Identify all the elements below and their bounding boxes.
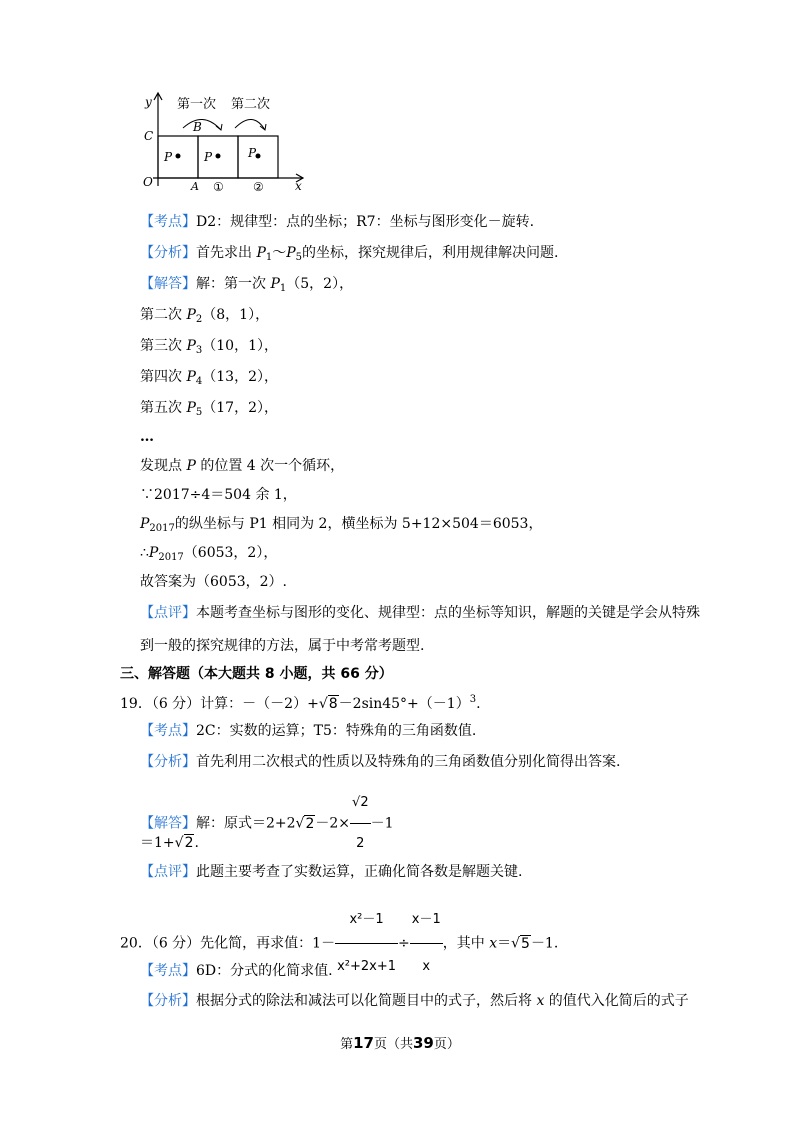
question-text: 19．（6 分）计算：－（－2）+ bbox=[120, 696, 319, 712]
line-text: （10，1）， bbox=[202, 338, 278, 354]
subscript: 1 bbox=[265, 252, 273, 263]
subscript: 3 bbox=[195, 345, 203, 356]
line-text: （13，2）， bbox=[202, 369, 278, 385]
question-text: . bbox=[476, 696, 481, 712]
q18-fenxi bbox=[140, 243, 559, 268]
question-text: －1. bbox=[530, 935, 559, 952]
q18-dianping-cont: 到一般的探究规律的方法，属于中考常考题型. bbox=[140, 638, 425, 654]
sqrt: √2 bbox=[295, 815, 315, 832]
q18-line2 bbox=[140, 305, 269, 330]
question-text: 20．（6 分）先化简，再求值：1－ bbox=[120, 935, 336, 952]
page-footer bbox=[0, 1033, 800, 1052]
subscript: 2017 bbox=[149, 523, 175, 534]
question-text: －2sin45°+（－1） bbox=[338, 696, 470, 712]
kaodian-tag: 【考点】 bbox=[140, 214, 196, 230]
var-p: P bbox=[270, 276, 280, 292]
q19-result bbox=[140, 833, 199, 853]
fenxi-text: ～ bbox=[272, 245, 287, 261]
radicand: 2 bbox=[184, 835, 194, 851]
var-p: P bbox=[256, 245, 266, 261]
jieda-text: －1 bbox=[370, 815, 394, 832]
q19-fenxi bbox=[140, 752, 620, 772]
point-b-label: B bbox=[193, 120, 202, 134]
numerator: √2 bbox=[350, 783, 371, 824]
fraction bbox=[335, 897, 398, 990]
var-p: P bbox=[186, 369, 196, 385]
var-p: P bbox=[186, 458, 196, 474]
q18-line4 bbox=[140, 367, 278, 392]
q20-fenxi bbox=[140, 991, 689, 1011]
q18-line11: 故答案为（6053，2）. bbox=[140, 574, 287, 590]
kaodian-tag: 【考点】 bbox=[140, 963, 196, 979]
q18-line7 bbox=[140, 456, 344, 476]
coordinate-figure bbox=[135, 90, 315, 194]
footer-text: 页（共 bbox=[373, 1037, 413, 1052]
origin-label: O bbox=[143, 175, 153, 189]
p-label-2: P bbox=[204, 150, 213, 164]
line-text: 的纵坐标与 P1 相同为 2，横坐标为 5+12×504＝6053， bbox=[174, 516, 543, 532]
line-text: 第五次 bbox=[140, 400, 187, 416]
q19-dianping bbox=[140, 862, 522, 882]
ellipsis: … bbox=[140, 429, 154, 445]
fenxi-text: 根据分式的除法和减法可以化简题目中的式子，然后将 bbox=[196, 993, 537, 1009]
fenxi-tag: 【分析】 bbox=[140, 993, 196, 1009]
jieda-tag: 【解答】 bbox=[140, 815, 196, 832]
subscript: 5 bbox=[195, 407, 203, 418]
q18-line10 bbox=[140, 543, 277, 568]
q18-jieda bbox=[140, 274, 353, 299]
var-x: x bbox=[489, 935, 498, 952]
result-text: ＝1+ bbox=[140, 835, 175, 851]
axis-y-label: y bbox=[145, 95, 152, 109]
line-text: 第三次 bbox=[140, 338, 187, 354]
denominator: x²+2x+1 bbox=[337, 959, 397, 974]
therefore-symbol: ∴ bbox=[140, 545, 149, 561]
fraction bbox=[410, 897, 443, 990]
sqrt: √2 bbox=[174, 835, 194, 851]
jieda-text: 解：原式＝2+2 bbox=[196, 815, 296, 832]
dianping-text: 此题主要考查了实数运算，正确化简各数是解题关键. bbox=[196, 864, 523, 880]
subscript: 4 bbox=[195, 376, 203, 387]
point-p2 bbox=[216, 154, 221, 159]
q18-line5 bbox=[140, 398, 278, 423]
divide-sign: ÷ bbox=[398, 935, 410, 952]
line-text: 发现点 bbox=[140, 458, 187, 474]
page-number: 17 bbox=[353, 1034, 374, 1052]
question-text: ，其中 bbox=[442, 935, 490, 952]
line-text: （17，2）， bbox=[202, 400, 278, 416]
sqrt: √5 bbox=[511, 935, 530, 952]
kaodian-text: 2C：实数的运算；T5：特殊角的三角函数值. bbox=[196, 723, 477, 739]
jieda-text: －2× bbox=[315, 815, 351, 832]
numerator: x－1 bbox=[410, 897, 443, 944]
var-x: x bbox=[536, 993, 545, 1009]
fenxi-text: 首先利用二次根式的性质以及特殊角的三角函数值分别化简得出答案. bbox=[196, 754, 621, 770]
subscript: 2 bbox=[195, 314, 203, 325]
subscript: 1 bbox=[279, 283, 287, 294]
q18-line8: ∵2017÷4＝504 余 1， bbox=[140, 487, 297, 503]
p-label-1: P bbox=[164, 150, 173, 164]
radicand: 5 bbox=[521, 935, 530, 952]
var-p: P bbox=[286, 245, 296, 261]
label-second: 第二次 bbox=[231, 97, 271, 112]
line-text: 第二次 bbox=[140, 307, 187, 323]
kaodian-tag: 【考点】 bbox=[140, 723, 196, 739]
q18-line9 bbox=[140, 514, 542, 539]
line-text: （6053，2）， bbox=[183, 545, 278, 561]
fraction bbox=[350, 783, 371, 864]
footer-text: 第 bbox=[340, 1037, 354, 1052]
jieda-text: （5，2）， bbox=[286, 276, 354, 292]
var-p: P bbox=[186, 400, 196, 416]
line-text: 第四次 bbox=[140, 369, 187, 385]
q20-kaodian bbox=[140, 961, 333, 981]
point-a-label: A bbox=[191, 180, 199, 193]
q19-heading bbox=[120, 690, 481, 714]
fenxi-tag: 【分析】 bbox=[140, 754, 196, 770]
point-p1 bbox=[176, 154, 181, 159]
footer-text: 页） bbox=[433, 1037, 460, 1052]
exponent: 3 bbox=[469, 694, 477, 705]
rotation-arrow-2 bbox=[235, 119, 265, 130]
jieda-text: 解：第一次 bbox=[196, 276, 271, 292]
denominator: x bbox=[422, 959, 431, 974]
mark-1: ① bbox=[213, 180, 224, 194]
var-p: P bbox=[148, 545, 159, 561]
kaodian-text: D2：规律型：点的坐标；R7：坐标与图形变化－旋转. bbox=[196, 214, 535, 230]
fenxi-text: 的值代入化简后的式子 bbox=[544, 993, 689, 1009]
subscript: 2017 bbox=[158, 552, 184, 563]
axis-x-label: x bbox=[295, 179, 302, 193]
var-p: P bbox=[140, 516, 150, 532]
p-label-3: P bbox=[248, 146, 257, 160]
dianping-tag: 【点评】 bbox=[140, 605, 196, 621]
dianping-tag: 【点评】 bbox=[140, 864, 196, 880]
rotation-arrow-1 bbox=[183, 119, 221, 130]
total-pages: 39 bbox=[413, 1034, 434, 1052]
kaodian-text: 6D：分式的化简求值. bbox=[196, 963, 333, 979]
fenxi-text: 的坐标，探究规律后，利用规律解决问题. bbox=[302, 245, 559, 261]
radicand: 2 bbox=[305, 815, 315, 832]
q18-line3 bbox=[140, 336, 278, 361]
sqrt: √8 bbox=[318, 696, 338, 712]
denominator: 2 bbox=[356, 836, 365, 851]
result-text: . bbox=[194, 835, 199, 851]
fenxi-text: 首先求出 bbox=[196, 245, 257, 261]
q18-dianping bbox=[140, 603, 700, 623]
line-text: （8，1）， bbox=[202, 307, 270, 323]
question-text: ＝ bbox=[497, 935, 512, 952]
line-text: 的位置 4 次一个循环， bbox=[195, 458, 345, 474]
numerator: x²－1 bbox=[335, 897, 398, 944]
subscript: 5 bbox=[295, 252, 303, 263]
point-p3 bbox=[256, 154, 261, 159]
point-c-label: C bbox=[144, 129, 154, 143]
label-first: 第一次 bbox=[177, 97, 217, 112]
q19-kaodian bbox=[140, 721, 476, 741]
var-p: P bbox=[186, 338, 196, 354]
dianping-text: 本题考查坐标与图形的变化、规律型：点的坐标等知识，解题的关键是学会从特殊 bbox=[196, 605, 700, 621]
mark-2: ② bbox=[253, 180, 264, 194]
q18-kaodian bbox=[140, 212, 534, 232]
fenxi-tag: 【分析】 bbox=[140, 245, 196, 261]
var-p: P bbox=[186, 307, 196, 323]
section-heading: 三、解答题（本大题共 8 小题，共 66 分） bbox=[120, 666, 393, 682]
jieda-tag: 【解答】 bbox=[140, 276, 196, 292]
radicand: 8 bbox=[328, 696, 338, 712]
